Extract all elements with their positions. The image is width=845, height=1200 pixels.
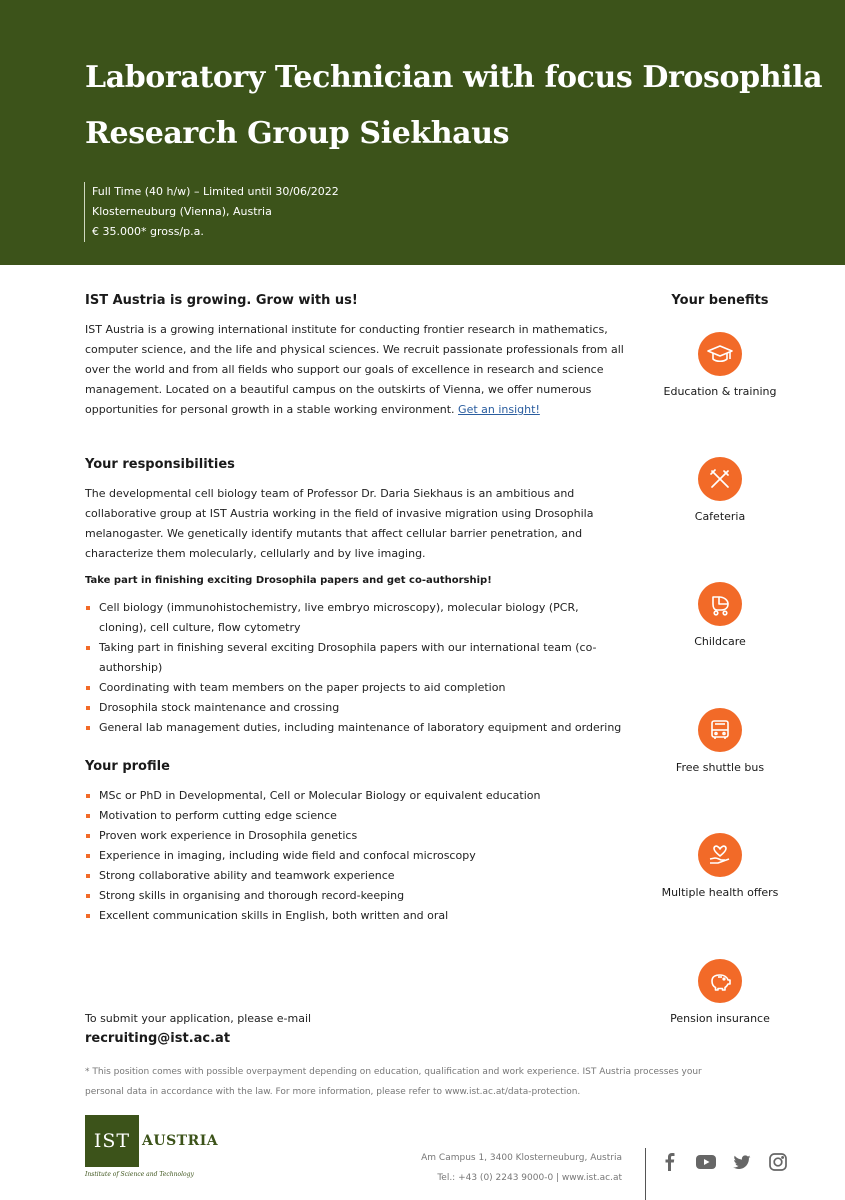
fork-knife-icon [698,457,742,501]
responsibilities-heading: Your responsibilities [85,457,235,472]
address-line: Am Campus 1, 3400 Klosterneuburg, Austria [421,1153,622,1163]
social-links [658,1152,790,1172]
benefit-label: Multiple health offers [661,886,779,899]
bus-icon [698,708,742,752]
stroller-icon [698,582,742,626]
benefits-heading: Your benefits [671,293,769,308]
graduation-cap-icon [698,332,742,376]
apply-instructions: To submit your application, please e-mail [85,1012,312,1025]
responsibilities-list [85,598,625,738]
list-item: Excellent communication skills in English, both written and oral [85,906,625,926]
list-item: Coordinating with team members on the paper projects to aid completion [85,678,625,698]
job-meta [84,182,339,242]
benefit-pension [655,959,785,1025]
list-item: Proven work experience in Drosophila genetics [85,826,625,846]
benefit-cafeteria [655,457,785,523]
benefit-label: Education & training [663,385,777,398]
job-title [85,50,825,162]
benefit-shuttle [655,708,785,774]
application-email[interactable]: recruiting@ist.ac.at [85,1031,231,1046]
intro-heading: IST Austria is growing. Grow with us! [85,293,358,308]
job-meta-location: Klosterneuburg (Vienna), Austria [92,205,272,218]
list-item: General lab management duties, including maintenance of laboratory equipment and ordering [85,718,625,738]
list-item: Motivation to perform cutting edge science [85,806,625,826]
profile-list [85,786,625,926]
facebook-icon[interactable] [658,1152,682,1172]
list-item: Strong skills in organising and thorough record-keeping [85,886,625,906]
footer-address [395,1148,622,1188]
insight-link[interactable]: Get an insight! [458,403,540,416]
responsibilities-text: The developmental cell biology team of Professor Dr. Daria Siekhaus is an ambitious and collaborative group at IST Austria working in the field of invasive migration using Drosophila melanogaster. We genetically identify mutants that affect cellular barrier penetration, and characterize them molecularly, cellularly and by live imaging. [85,487,594,560]
footer-divider [645,1148,646,1200]
list-item: Taking part in finishing several exciting Drosophila papers with our international team (co-authorship) [85,638,625,678]
heart-hand-icon [698,833,742,877]
logo-mark: IST [85,1115,139,1167]
list-item: Drosophila stock maintenance and crossing [85,698,625,718]
header-banner [0,0,845,265]
benefit-label: Free shuttle bus [675,761,765,774]
benefit-health [655,833,785,899]
main-content [85,290,625,926]
intro-text [85,320,625,420]
benefits-sidebar [655,290,785,1025]
intro-body: IST Austria is a growing international institute for conducting frontier research in mathematics, computer science, and the life and physical sciences. We recruit passionate professionals from all over the world and from all fields who support our goals of excellence in research and science management. Located on a beautiful campus on the outskirts of Vienna, we offer numerous opportunities for personal growth in a stable working environment. [85,323,624,416]
footnote: * This position comes with possible overpayment depending on education, qualification and work experience. IST Austria processes your personal data in accordance with the law. For more information, please refer to www.ist.ac.at/data-protection. [85,1067,702,1097]
benefit-education [655,332,785,398]
piggy-bank-icon [698,959,742,1003]
contact-line: Tel.: +43 (0) 2243 9000-0 | www.ist.ac.at [437,1173,622,1183]
logo-tagline: Institute of Science and Technology [85,1171,194,1178]
youtube-icon[interactable] [694,1152,718,1172]
twitter-icon[interactable] [730,1152,754,1172]
list-item: Experience in imaging, including wide field and confocal microscopy [85,846,625,866]
instagram-icon[interactable] [766,1152,790,1172]
job-meta-salary: € 35.000* gross/p.a. [92,225,204,238]
list-item: MSc or PhD in Developmental, Cell or Molecular Biology or equivalent education [85,786,625,806]
list-item: Strong collaborative ability and teamwork experience [85,866,625,886]
application-block [85,1012,311,1046]
logo-wordmark: AUSTRIA [142,1133,219,1149]
profile-heading: Your profile [85,759,170,774]
ist-austria-logo [85,1115,218,1178]
job-title-line-2: Research Group Siekhaus [85,116,510,151]
benefit-label: Cafeteria [694,510,746,523]
benefit-label: Pension insurance [670,1012,770,1025]
responsibilities-subheading: Take part in finishing exciting Drosophila papers and get co-authorship! [85,575,492,586]
job-meta-hours: Full Time (40 h/w) – Limited until 30/06/2022 [92,185,339,198]
benefit-childcare [655,582,785,648]
job-title-line-1: Laboratory Technician with focus Drosophila [85,60,823,95]
benefit-label: Childcare [694,635,746,648]
list-item: Cell biology (immunohistochemistry, live embryo microscopy), molecular biology (PCR, cloning), cell culture, flow cytometry [85,598,625,638]
